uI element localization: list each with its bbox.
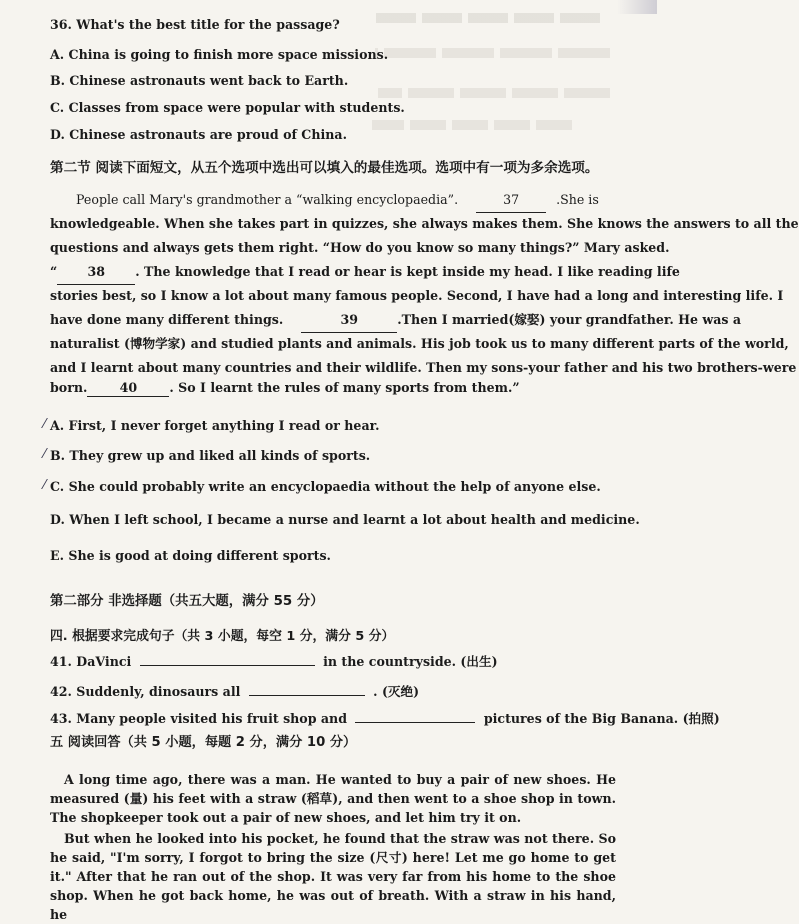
blank-37[interactable]: 37 [476, 188, 546, 213]
page-corner [617, 0, 657, 14]
bleed-through [378, 88, 610, 98]
passage-row: born. 40 . So I learnt the rules of many sports from them.” [50, 380, 520, 395]
q36-option-b: B. Chinese astronauts went back to Earth. [50, 73, 349, 88]
option-a: A. First, I never forget anything I read or hear. [50, 418, 380, 433]
option-d: D. When I left school, I became a nurse and learnt a lot about health and medicine. [50, 512, 640, 527]
blank-41[interactable] [140, 665, 315, 666]
passage-row: naturalist (博物学家) and studied plants and animals. His job took us to many different parts of the world, [50, 336, 789, 351]
passage-row: have done many different things. 39 .Then I married(嫁娶) your grandfather. He was a [50, 308, 616, 332]
option-e: E. She is good at doing different sports. [50, 548, 331, 563]
section2-heading: 第二节 阅读下面短文，从五个选项中选出可以填入的最佳选项。选项中有一项为多余选项。 [50, 160, 599, 176]
q36-question: 36. What's the best title for the passage? [50, 17, 340, 32]
q36-option-c: C. Classes from space were popular with students. [50, 100, 405, 115]
passage-row: knowledgeable. When she takes part in quizzes, she always makes them. She knows the answers to all the [50, 216, 799, 231]
blank-40[interactable]: 40 [87, 380, 169, 397]
passage-row: stories best, so I know a lot about many famous people. Second, I have had a long and interesting life. I [50, 288, 784, 303]
q36-option-d: D. Chinese astronauts are proud of China. [50, 127, 347, 142]
section4-heading: 四. 根据要求完成句子（共 3 小题，每空 1 分，满分 5 分） [50, 629, 395, 644]
passage-row: questions and always gets them right. “How do you know so many things?” Mary asked. [50, 240, 670, 255]
passage-row: and I learnt about many countries and their wildlife. Then my sons-your father and his two brothers-were [50, 360, 797, 375]
blank-42[interactable] [249, 695, 365, 696]
section5-heading: 五 阅读回答（共 5 小题，每题 2 分，满分 10 分） [50, 735, 357, 750]
part2-heading: 第二部分 非选择题（共五大题，满分 55 分） [50, 594, 324, 609]
story-paragraph-1: A long time ago, there was a man. He wanted to buy a pair of new shoes. He measured (量) his feet with a straw (稻草), and then went to a shoe shop in town. The shopkeeper took out a pair of new shoes, and let him try it on. [50, 772, 616, 825]
q36-option-a: A. China is going to finish more space missions. [50, 47, 389, 62]
item-42: 42. Suddenly, dinosaurs all . (灭绝) [50, 684, 420, 699]
option-c: C. She could probably write an encyclopaedia without the help of anyone else. [50, 479, 601, 494]
story-paragraph-2: But when he looked into his pocket, he found that the straw was not there. So he said, "I'm sorry, I forgot to bring the size (尺寸) here! Let me go home to get it." After that he ran out of the shop. It was very far from his home to the shoe shop. When he got back home, he was out of breath. With a straw in his hand, he [50, 831, 616, 922]
item-43: 43. Many people visited his fruit shop and pictures of the Big Banana. (拍照) [50, 711, 720, 726]
option-b: B. They grew up and liked all kinds of sports. [50, 448, 371, 463]
passage-row: “ 38 . The knowledge that I read or hear is kept inside my head. I like reading life [50, 260, 616, 284]
blank-43[interactable] [355, 722, 475, 723]
blank-38[interactable]: 38 [57, 260, 135, 285]
passage-row: People call Mary's grandmother a “walking encyclopaedia”. 37 .She is [50, 188, 616, 212]
blank-39[interactable]: 39 [301, 308, 397, 333]
item-41: 41. DaVinci in the countryside. (出生) [50, 654, 498, 669]
section2-passage [50, 188, 799, 396]
